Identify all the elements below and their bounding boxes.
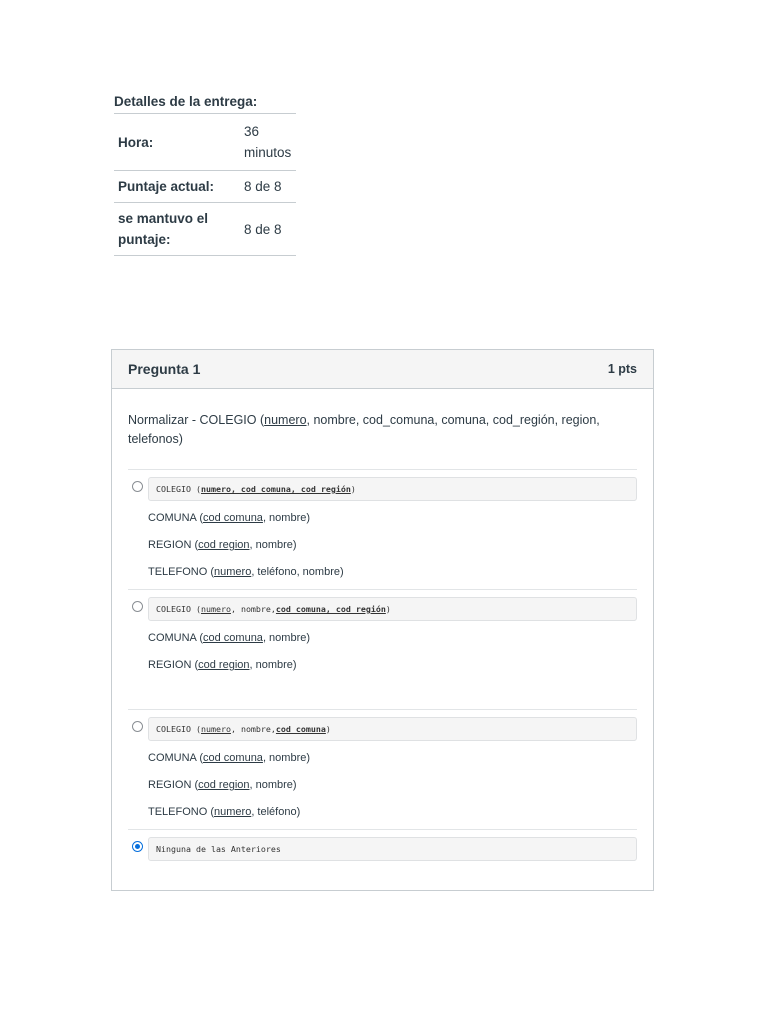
answer-line [148,799,637,826]
answer-line [148,652,637,679]
answer-line [148,745,637,772]
answer-code-block: Ninguna de las Anteriores [148,837,637,861]
answer-code-block [148,597,637,621]
code-key: numero, cod comuna, cod región [200,484,351,494]
details-value-line: minutos [244,145,292,160]
code-key: cod comuna, cod región [275,604,386,614]
submission-details [114,94,296,256]
details-label [114,203,240,256]
radio-button[interactable] [132,481,143,492]
details-value: 8 de 8 [240,203,296,256]
answer-option-1[interactable] [128,469,637,589]
code-suffix: ) [385,604,391,614]
question-card [111,349,654,891]
line-post: , teléfono, nombre) [251,566,344,578]
answer-option-3[interactable] [128,709,637,829]
line-post: , nombre) [262,752,311,764]
line-key: cod region [198,779,250,791]
details-label: Puntaje actual: [114,171,240,203]
code-prefix: COLEGIO ( [156,484,201,494]
line-pre: TELEFONO ( [148,566,215,578]
line-post: , nombre) [249,779,297,791]
line-key: cod region [198,539,250,551]
code-mid: , nombre, [230,604,276,614]
answer-line [148,625,637,652]
question-title: Pregunta 1 [128,361,201,377]
code-mid: , nombre, [230,724,276,734]
question-text-rest: , nombre, cod_comuna, comuna, cod_región, region, [306,413,600,427]
details-label-line: puntaje: [118,232,171,247]
answer-line [148,505,637,532]
line-key: cod comuna [203,512,263,524]
question-points: 1 pts [607,362,637,376]
code-key: numero [200,724,231,734]
line-key: cod comuna [203,632,263,644]
answer-line [148,772,637,799]
answer-code-block [148,717,637,741]
code-prefix: COLEGIO ( [156,604,201,614]
code-key: cod comuna [275,724,326,734]
question-text-key: numero [264,413,307,427]
line-key: numero [214,806,252,818]
details-row-time [114,114,296,171]
line-pre: COMUNA ( [148,632,203,644]
question-text-prefix: Normalizar - COLEGIO ( [128,413,265,427]
details-value: 8 de 8 [240,171,296,203]
answer-line [148,532,637,559]
details-table [114,114,296,256]
line-key: cod region [198,659,250,671]
answer-code-block [148,477,637,501]
details-value [240,114,296,171]
radio-button[interactable] [132,721,143,732]
details-label: Hora: [114,114,240,171]
line-post: , nombre) [249,539,297,551]
line-post: , nombre) [262,632,311,644]
line-pre: COMUNA ( [148,752,203,764]
line-key: numero [214,566,252,578]
line-post: , nombre) [262,512,311,524]
line-pre: REGION ( [148,779,199,791]
details-value-line: 36 [244,124,260,139]
line-pre: REGION ( [148,539,199,551]
line-pre: REGION ( [148,659,199,671]
answer-option-4[interactable] [128,829,637,875]
code-suffix: ) [325,724,331,734]
code-prefix: COLEGIO ( [156,724,201,734]
details-row-kept-score [114,203,296,256]
details-title: Detalles de la entrega: [114,94,296,114]
details-row-score [114,171,296,203]
answer-option-2[interactable] [128,589,637,709]
code-key: numero [200,604,231,614]
answer-line [148,559,637,586]
question-header [112,350,653,389]
line-post: , nombre) [249,659,297,671]
radio-button-selected[interactable] [132,841,143,852]
line-key: cod comuna [203,752,263,764]
details-label-line: se mantuvo el [118,211,209,226]
code-suffix: ) [350,484,356,494]
question-text [112,411,653,469]
line-post: , teléfono) [251,806,301,818]
line-pre: TELEFONO ( [148,806,215,818]
radio-button[interactable] [132,601,143,612]
question-text-line2: telefonos) [128,432,183,446]
line-pre: COMUNA ( [148,512,203,524]
